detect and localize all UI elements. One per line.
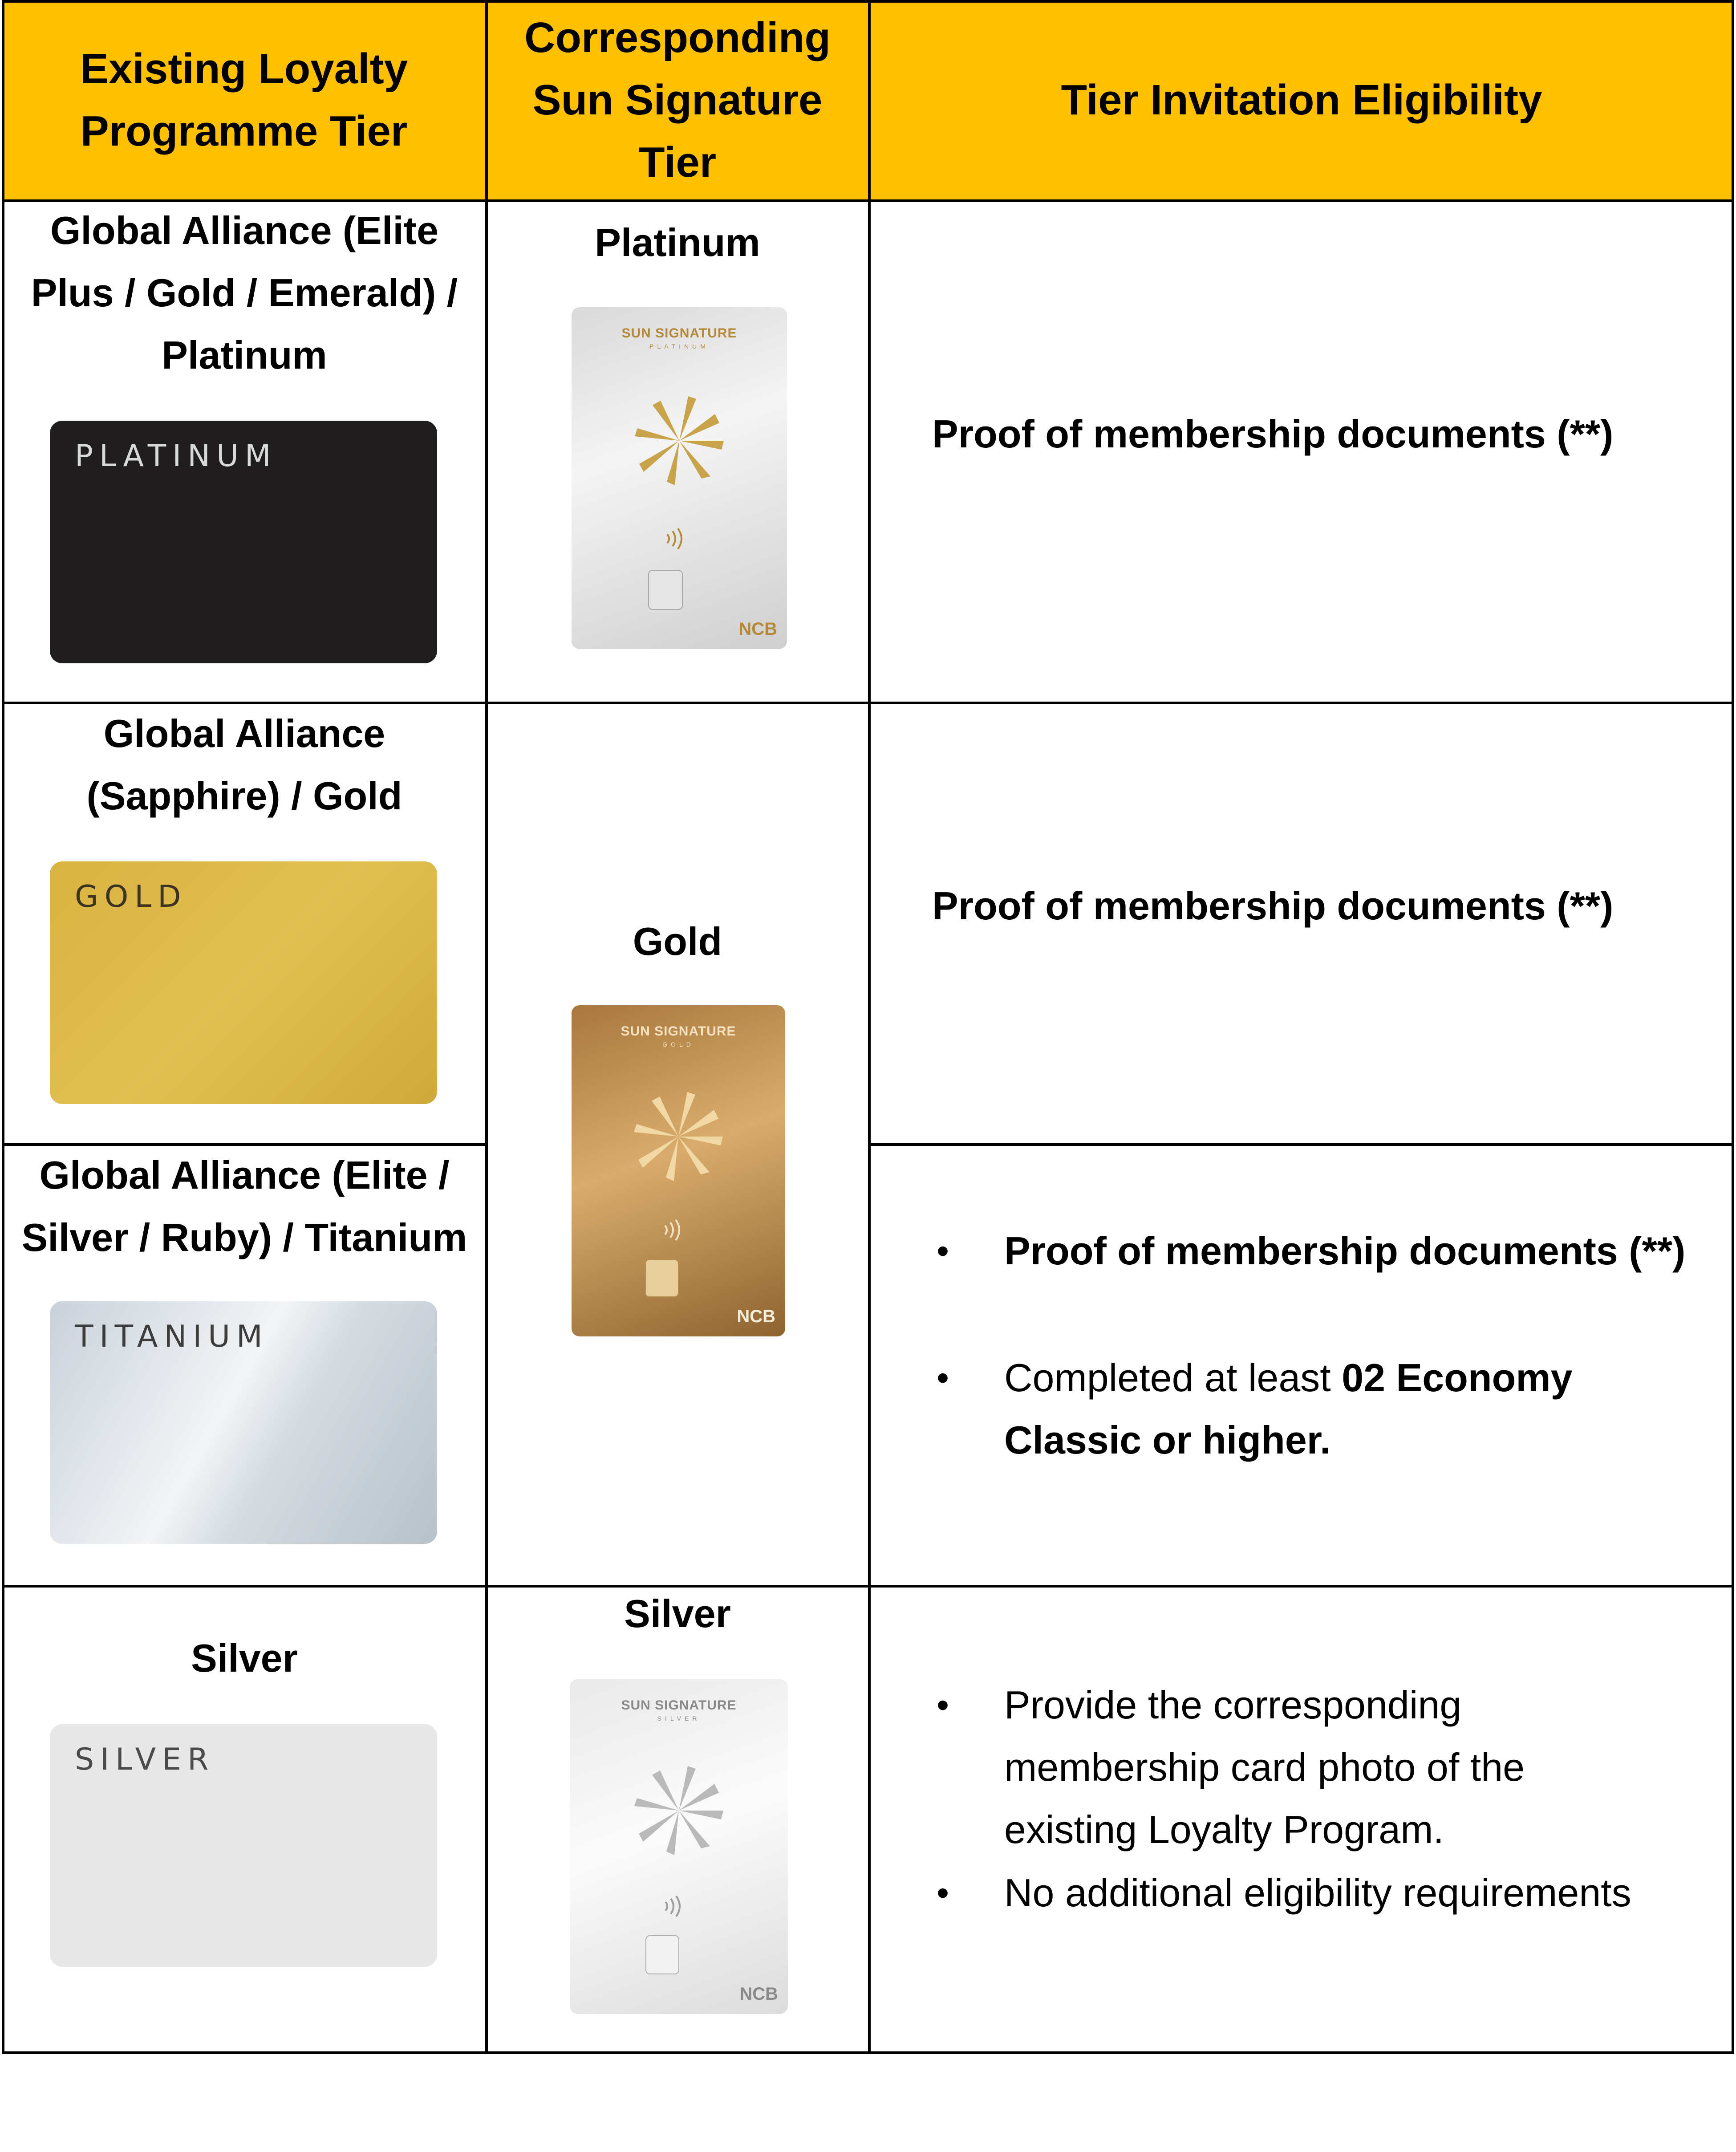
sun-tier-platinum: Platinum (595, 220, 760, 264)
table-border-right (1732, 0, 1734, 2054)
eligibility-silver-item-2: No additional eligibility requirements (1004, 1871, 1631, 1915)
titanium-membership-card: TITANIUM (50, 1301, 437, 1544)
contactless-icon (663, 528, 690, 550)
contactless-icon (661, 1219, 687, 1241)
sun-swirl-icon (626, 387, 733, 494)
bullet-icon: • (937, 1231, 949, 1271)
silver-membership-card: SILVER (50, 1724, 437, 1967)
existing-tier-platinum: Global Alliance (Elite Plus / Gold / Emerald) / Platinum (31, 208, 458, 377)
bullet-icon: • (937, 1358, 949, 1397)
eligibility-silver-item-1: Provide the corresponding membership card photo of the existing Loyalty Program. (1004, 1683, 1525, 1852)
existing-tier-gold: Global Alliance (Sapphire) / Gold (86, 711, 402, 818)
sun-tier-silver: Silver (624, 1592, 731, 1636)
sun-signature-silver-card: SUN SIGNATURE SILVER NCB (570, 1679, 788, 2014)
contactless-icon (661, 1895, 688, 1917)
chip-icon (645, 1935, 679, 1974)
table-border-bottom (2, 2051, 1734, 2054)
column-divider (868, 0, 871, 2054)
chip-icon (648, 570, 683, 610)
sun-tier-gold: Gold (633, 919, 722, 963)
header-existing-tier: Existing Loyalty Programme Tier (2, 0, 486, 200)
gold-membership-card: GOLD (50, 861, 437, 1104)
bullet-icon: • (937, 1685, 949, 1725)
table-border-left (2, 0, 4, 2054)
sun-swirl-icon (625, 1083, 732, 1190)
row-divider (868, 1143, 1734, 1146)
platinum-membership-card: PLATINUM (50, 421, 437, 663)
sun-swirl-icon (625, 1757, 732, 1864)
column-divider (485, 0, 488, 2054)
tier-table (2, 0, 1734, 2054)
eligibility-gold: Proof of membership documents (**) (932, 884, 1614, 928)
sun-signature-platinum-card: SUN SIGNATURE PLATINUM NCB (572, 307, 787, 649)
eligibility-platinum: Proof of membership documents (**) (932, 412, 1614, 456)
eligibility-titanium-item-2: Completed at least 02 Economy Classic or higher. (1004, 1356, 1573, 1462)
chip-icon (645, 1259, 679, 1297)
existing-tier-titanium: Global Alliance (Elite / Silver / Ruby) / Titanium (21, 1153, 467, 1259)
header-sun-signature-tier: Corresponding Sun Signature Tier (486, 0, 869, 200)
sun-signature-gold-card: SUN SIGNATURE GOLD NCB (572, 1005, 785, 1336)
eligibility-titanium-item-1: Proof of membership documents (**) (1004, 1229, 1686, 1273)
bullet-icon: • (937, 1873, 949, 1912)
existing-tier-silver: Silver (191, 1636, 298, 1680)
table-border-top (2, 0, 1734, 3)
header-eligibility: Tier Invitation Eligibility (869, 0, 1734, 200)
